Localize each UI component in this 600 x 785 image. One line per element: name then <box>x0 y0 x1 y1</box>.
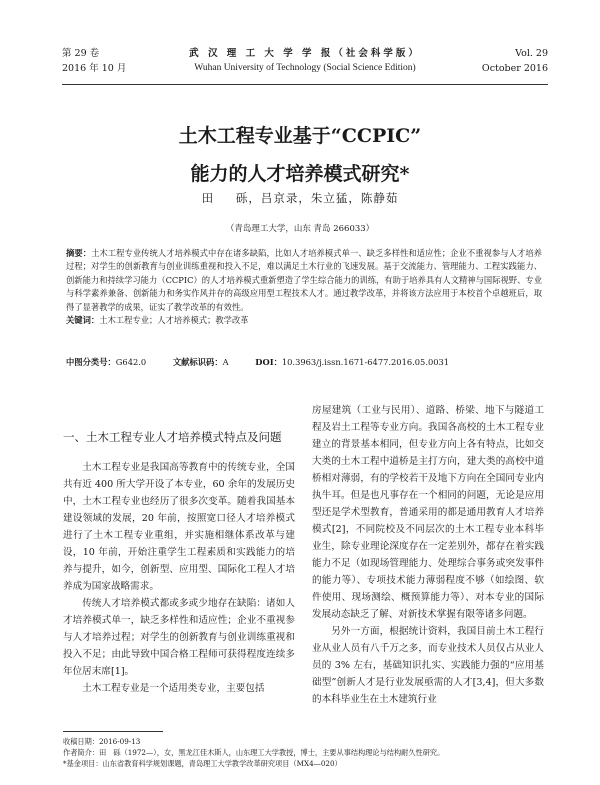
doi-label: DOI： <box>255 357 282 367</box>
doc-label: 文献标识码： <box>172 357 223 367</box>
paragraph: 另外一方面，根据统计资料，我国目前土木工程行业从业人员有八千万之多，而专业技术人员仅占从业人员的 3% 左右，基础知识扎实、实践能力强的“应用基础型”创新人才是行业发展亟需的人才[3,4]，但大多数的本科毕业生在土木建筑行业 <box>312 626 544 705</box>
received-date: 收稿日期：2016-09-13 <box>63 737 141 746</box>
header-center <box>62 46 548 76</box>
doi-value: 10.3963/j.issn.1671-6477.2016.05.0031 <box>281 357 450 367</box>
abstract <box>66 247 542 327</box>
title-line-1: 土木工程专业基于“CCPIC” <box>178 125 422 147</box>
issue-date-en: October 2016 <box>481 63 548 74</box>
abstract-body <box>66 247 542 314</box>
paragraph: 传统人才培养模式都或多或少地存在缺陷：诸如人才培养模式单一，缺乏多样性和适应性；企业不重视参与人才培养过程；对学生的创新教育与创业训练重视和投入不足；由此导致中国合格工程师可获得程度连续多年位居末席[1]。 <box>63 598 295 677</box>
section-heading: 一、土木工程专业人才培养模式特点及问题 <box>63 430 282 444</box>
journal-title-cn: 武 汉 理 工 大 学 学 报（社会科学版） <box>189 48 421 59</box>
author-bio: 作者简介：田 砾（1972—），女，黑龙江佳木斯人，山东理工大学教授，博士，主要从事结构理论与结构耐久性研究。 <box>63 748 445 757</box>
cls-value: G642.0 <box>115 357 147 367</box>
keywords-text: 土木工程专业；人才培养模式；教学改革 <box>99 315 249 326</box>
running-header <box>62 46 548 80</box>
authors: 田 砾，吕京录，朱立猛，陈静茹 <box>201 191 399 205</box>
paragraph: 房屋建筑（工业与民用）、道路、桥梁、地下与隧道工程及岩土工程等专业方向。我国各高校的土木工程专业建立的背景基本相同，但专业方向上各有特点，比如交大类的土木工程中道桥是主打方向，建大类的高校中道桥相对薄弱，有的学校若干及地下方向在全国同专业内执牛耳。但是也凡事存在一个相同的问题，无论是应用型还是学术型教育，普通采用的都是通用教育人才培养模式[2]，不同院校及不同层次的土木工程专业本科毕业生，除专业理论深度存在一定差别外，都存在着实践能力不足（如现场管理能力、处理综合事务或突发事件的能力等）、专项技术能力薄弱程度不够（如绘图、软件使用、现场测绘、概预算能力等）、对本专业的国际发展动态缺乏了解、对新技术掌握有限等诸多问题。 <box>312 405 544 620</box>
volume: 第 29 卷 <box>62 48 100 59</box>
keywords-label: 关键词： <box>66 315 100 326</box>
left-column <box>63 428 295 697</box>
issue-date: 2016 年 10 月 <box>62 63 127 74</box>
journal-title-en: Wuhan University of Technology (Social Science Edition) <box>194 63 416 73</box>
footnote <box>63 736 548 769</box>
cls-label: 中图分类号： <box>66 357 116 367</box>
keywords <box>66 314 542 327</box>
paragraph: 土木工程专业是一个适用类专业，主要包括 <box>82 683 265 694</box>
classification-line <box>66 356 542 368</box>
abstract-text: 土木工程专业传统人才培养模式中存在诸多缺陷，比如人才培养模式单一、缺乏多样性和适应性；企业不重视参与人才培养过程；对学生的创新教育与创业训练重视和投入不足，难以满足土木行业的飞速发展。基于交流能力、管理能力、工程实践能力、创新能力和持续学习能力（CCPIC）的人才培养模式重新塑造了学生综合能力的训练，有助于培养具有人文精神与国际视野、专业与科学素养兼备、创新能力和务实作风并存的高级应用型工程技术人才。通过教学改革，并将该方法应用于本校首个卓越班后，取得了显著教学的成果，证实了教学改革的有效性。 <box>66 248 542 312</box>
header-right <box>482 46 548 76</box>
volume-en: Vol. 29 <box>515 48 548 59</box>
footnote-rule <box>63 731 163 732</box>
affiliation: （青岛理工大学，山东 青岛 266033） <box>225 224 375 234</box>
title-line-2: 能力的人才培养模式研究* <box>190 163 410 185</box>
doc-value: A <box>222 357 229 367</box>
fund-note: *基金项目：山东省教育科学规划课题，青岛理工大学教学改革研究项目（MX4—020） <box>63 759 342 768</box>
paper-title <box>0 117 600 193</box>
abstract-label: 摘要： <box>66 248 92 258</box>
paragraph: 土木工程专业是我国高等教育中的传统专业，全国共有近 400 所大学开设了本专业，60 余年的发展历史中，土木工程专业也经历了很多次变革。随着我国基本建设领域的发展，20 年前，按照宽口径人才培养模式进行了土木工程专业重组，并实施相继体系改革与建设，10 年前，开始注重学生工程素质和实践能力的培养与提升，如今，创新型、应用型、国际化工程人才培养成为国家战略需求。 <box>63 462 295 592</box>
right-column <box>312 402 544 708</box>
header-rule <box>62 84 548 85</box>
